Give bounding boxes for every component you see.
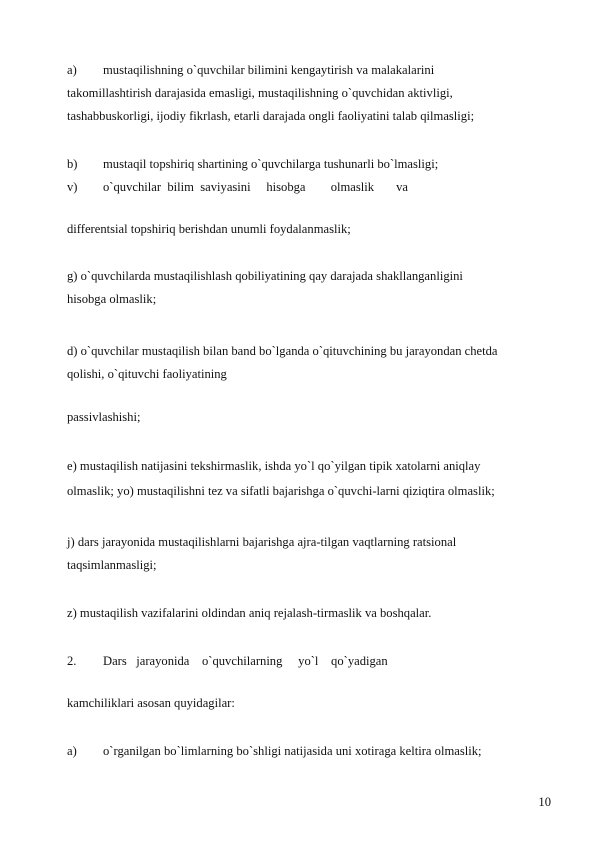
text-line: hisobga olmaslik; [67, 292, 157, 306]
list-marker: a) [67, 744, 77, 758]
text-line: j) dars jarayonida mustaqilishlarni bajarishga ajra-tilgan vaqtlarning ratsional [67, 535, 457, 549]
list-marker: 2. [67, 654, 77, 668]
text-line: passivlashishi; [67, 410, 141, 424]
text-line: g) o`quvchilarda mustaqilishlash qobiliyatining qay darajada shakllanganligini [67, 269, 463, 283]
page-number: 10 [538, 795, 551, 809]
text-line: o`quvchilar bilim saviyasini hisobga olmaslik va [103, 180, 409, 194]
list-marker: b) [67, 157, 78, 171]
text-line: e) mustaqilish natijasini tekshirmaslik, ishda yo`l qo`yilgan tipik xatolarni aniqlay [67, 459, 481, 473]
text-line: o`rganilgan bo`limlarning bo`shligi natijasida uni xotiraga keltira olmaslik; [103, 744, 482, 758]
text-line: z) mustaqilish vazifalarini oldindan aniq rejalash-tirmaslik va boshqalar. [67, 606, 432, 620]
list-marker: v) [67, 180, 78, 194]
text-line: taqsimlanmasligi; [67, 558, 157, 572]
list-marker: a) [67, 63, 77, 77]
text-line: mustaqil topshiriq shartining o`quvchilarga tushunarli bo`lmasligi; [103, 157, 439, 171]
text-line: differentsial topshiriq berishdan unumli foydalanmaslik; [67, 222, 351, 236]
text-line: takomillashtirish darajasida emasligi, mustaqilishning o`quvchidan aktivligi, [67, 86, 453, 100]
text-line: d) o`quvchilar mustaqilish bilan band bo`lganda o`qituvchining bu jarayondan chetda [67, 344, 498, 358]
text-line: Dars jarayonida o`quvchilarning yo`l qo`yadigan [103, 654, 388, 668]
text-line: olmaslik; yo) mustaqilishni tez va sifatli bajarishga o`quvchi-larni qiziqtira olmaslik; [67, 484, 495, 498]
text-line: tashabbuskorligi, ijodiy fikrlash, etarli darajada ongli faoliyatini talab qilmasligi; [67, 109, 475, 123]
text-line: mustaqilishning o`quvchilar bilimini kengaytirish va malakalarini [103, 63, 435, 77]
text-line: kamchiliklari asosan quyidagilar: [67, 696, 235, 710]
text-line: qolishi, o`qituvchi faoliyatining [67, 367, 227, 381]
